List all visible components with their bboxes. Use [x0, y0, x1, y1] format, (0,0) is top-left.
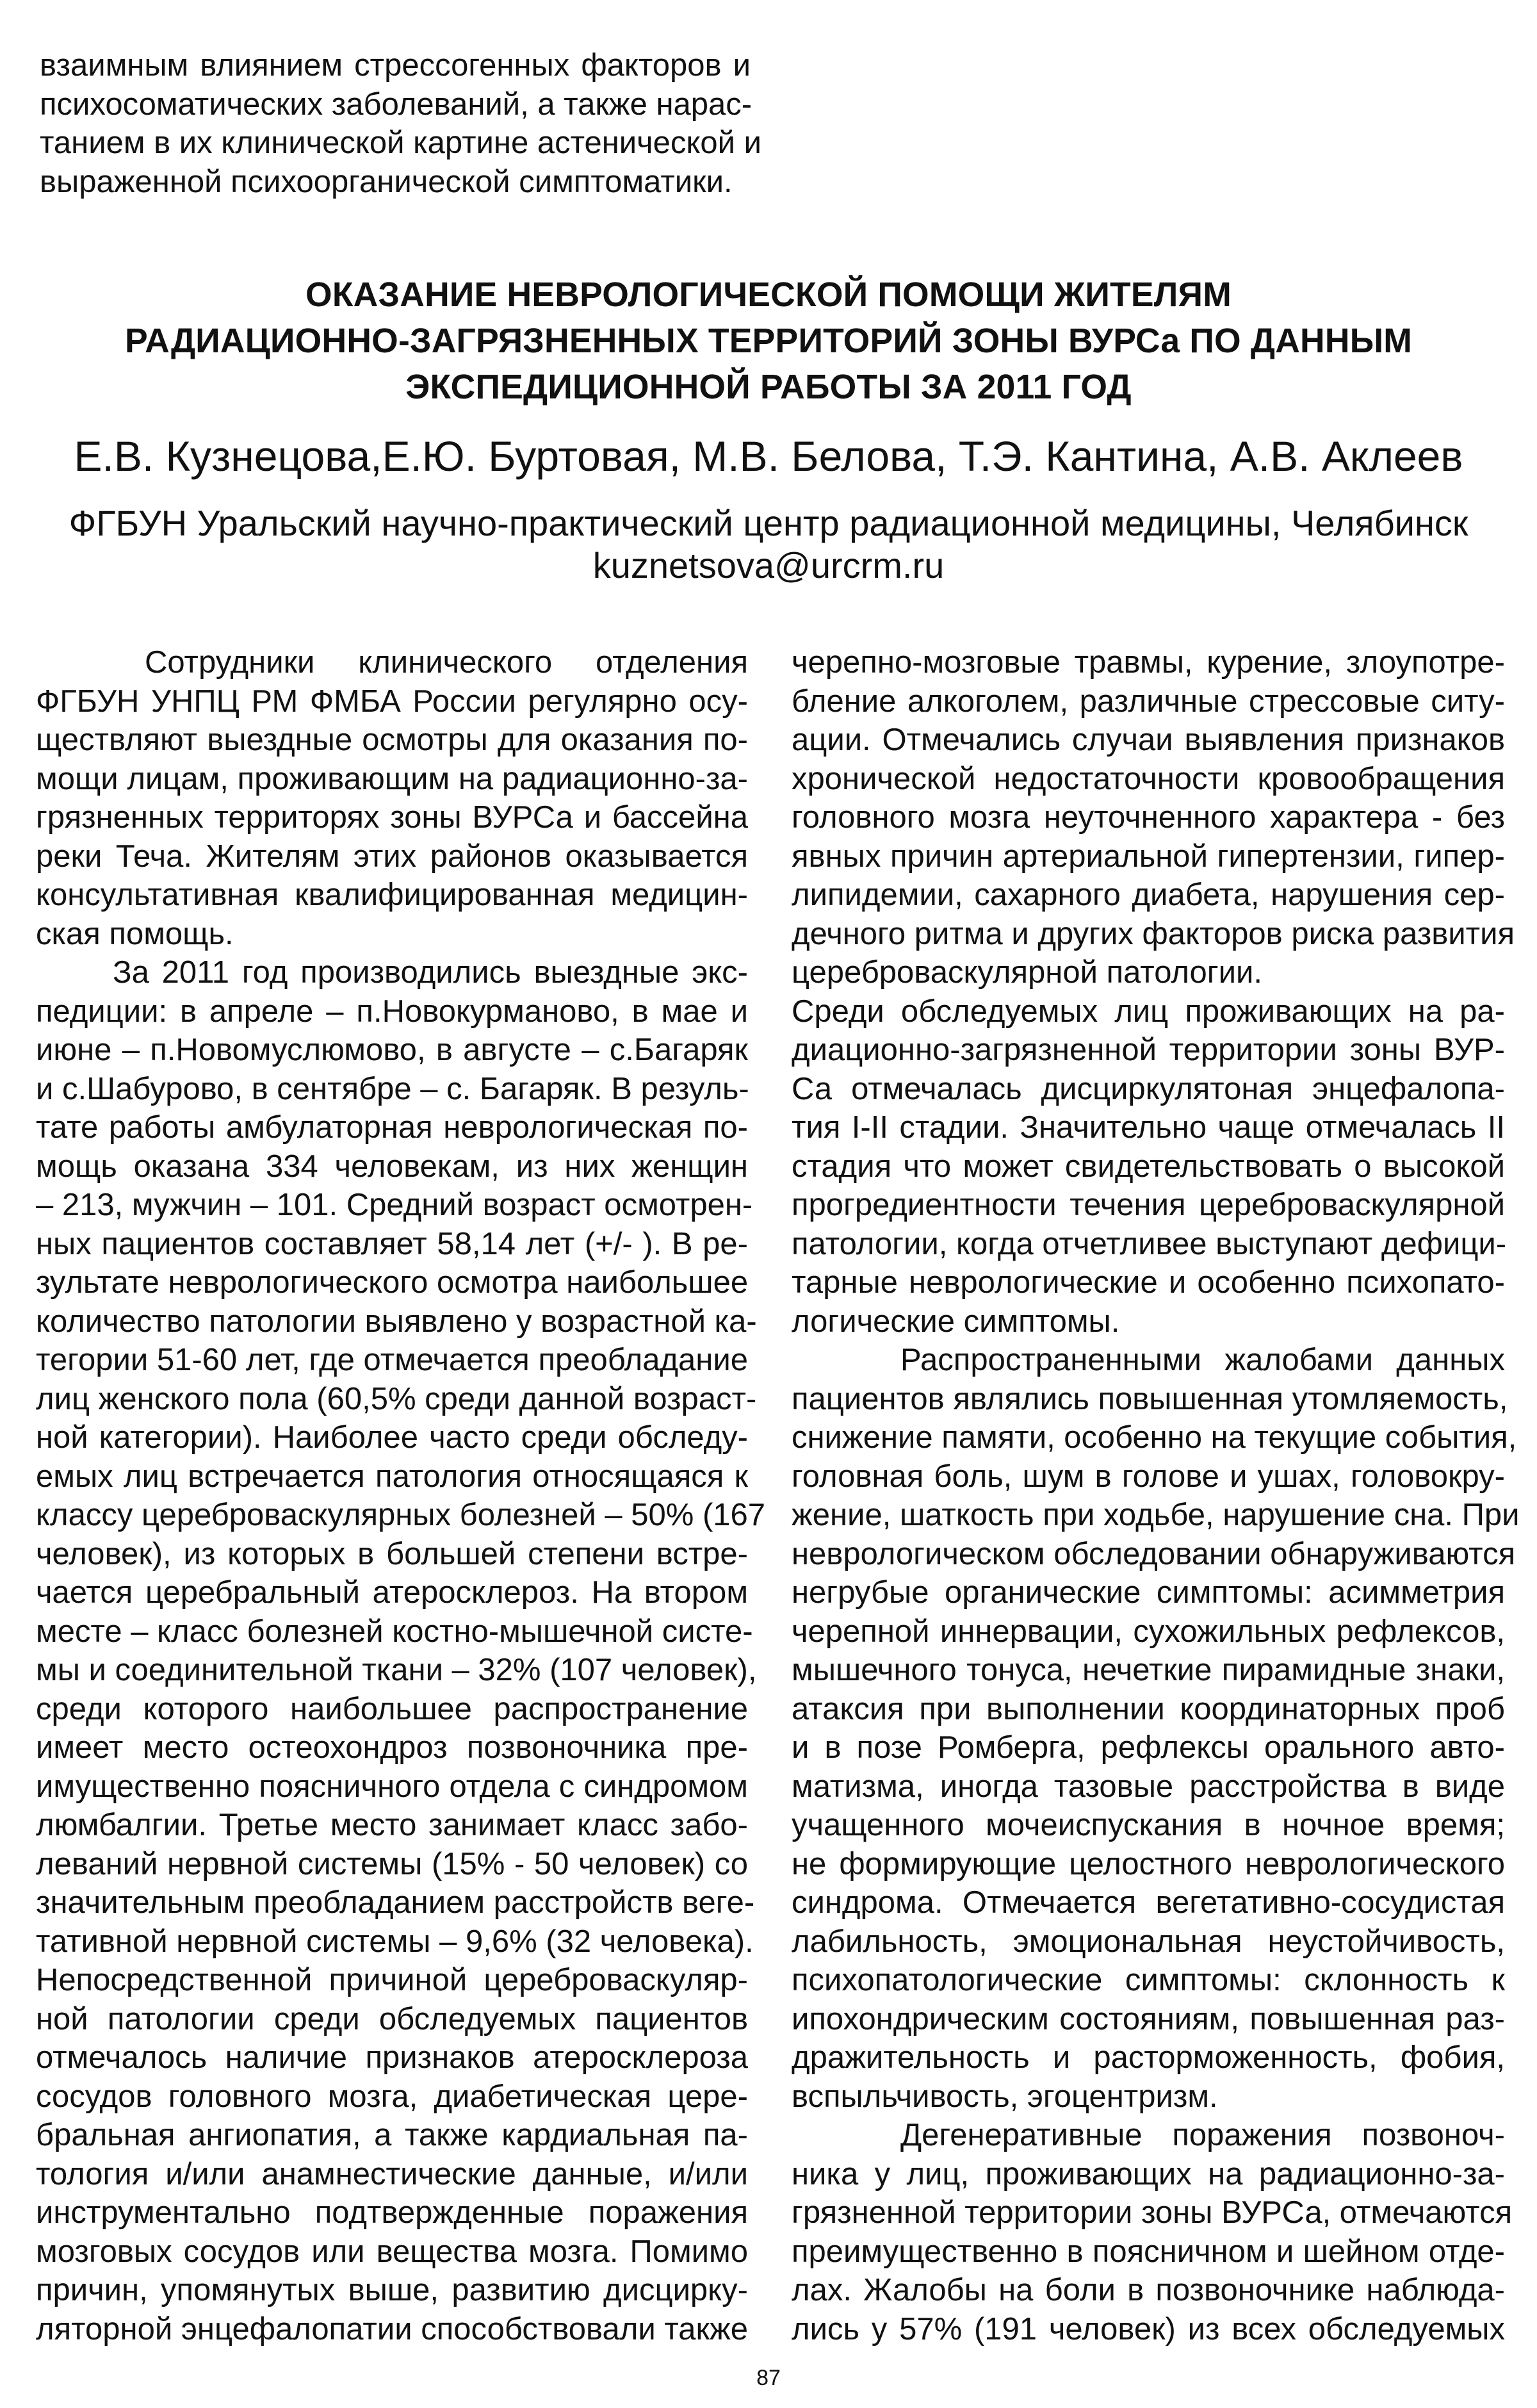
text-line: Непосредственной причиной цереброваскуляр-	[36, 1963, 748, 1997]
page-number: 87	[756, 2366, 781, 2390]
text-line: ляторной энцефалопатии способствовали также	[36, 2311, 748, 2347]
text-line: вспыльчивость, эгоцентризм.	[792, 2079, 1218, 2114]
text-line: классу цереброваскулярных болезней – 50% (167	[36, 1498, 766, 1532]
text-line: и с.Шабурово, в сентябре – с. Багаряк. В резуль-	[36, 1071, 749, 1106]
title-line: РАДИАЦИОННО-ЗАГРЯЗНЕННЫХ ТЕРРИТОРИЙ ЗОНЫ ВУРСа ПО ДАННЫМ	[124, 322, 1413, 360]
title-line: ЭКСПЕДИЦИОННОЙ РАБОТЫ ЗА 2011 ГОД	[405, 368, 1132, 406]
text-line: логические симптомы.	[792, 1304, 1120, 1339]
text-line: человек), из которых в большей степени встре-	[36, 1536, 748, 1571]
text-line: педиции: в апреле – п.Новокурманово, в мае и	[36, 994, 748, 1029]
text-line: патологии, когда отчетливее выступают дефици-	[792, 1226, 1507, 1261]
text-line: ФГБУН УНПЦ РМ ФМБА России регулярно осу-	[36, 684, 748, 719]
text-line: инструментально подтвержденные поражения	[36, 2195, 748, 2230]
text-line: Распространенными жалобами данных	[900, 1343, 1505, 1377]
intro-line: психосоматических заболеваний, а также нарас-	[40, 86, 752, 122]
text-line: не формирующие целостного неврологического	[792, 1846, 1505, 1881]
article-title	[0, 272, 1537, 411]
intro-text-block	[40, 46, 762, 201]
text-line: среди которого наибольшее распространение	[36, 1691, 748, 1726]
text-line: тате работы амбулаторная неврологическая по-	[36, 1110, 748, 1145]
text-line: грязненной территории зоны ВУРСа, отмечаются	[792, 2195, 1513, 2230]
text-line: месте – класс болезней костно-мышечной систе-	[36, 1614, 753, 1649]
text-line: мощи лицам, проживающим на радиационно-за-	[36, 761, 748, 796]
text-line: реки Теча. Жителям этих районов оказывается	[36, 839, 748, 874]
article-authors: Е.В. Кузнецова,Е.Ю. Буртовая, М.В. Белова, Т.Э. Кантина, А.В. Аклеев	[74, 432, 1463, 480]
text-line: люмбалгии. Третье место занимает класс забо-	[36, 1808, 748, 1842]
text-line: лах. Жалобы на боли в позвоночнике наблюда-	[792, 2273, 1505, 2307]
text-line: Сотрудники клинического отделения	[145, 645, 748, 680]
text-line: бление алкоголем, различные стрессовые ситу-	[792, 684, 1505, 719]
text-line: ной категории). Наиболее часто среди обследу-	[36, 1420, 748, 1455]
text-line: грязненных территорях зоны ВУРСа и бассейна	[36, 800, 748, 835]
intro-line: выраженной психоорганической симптоматики.	[40, 164, 733, 199]
text-line: причин, упомянутых выше, развитию дисцирку-	[36, 2273, 748, 2307]
text-line: тология и/или анамнестические данные, и/или	[36, 2156, 748, 2191]
text-line: мышечного тонуса, нечеткие пирамидные знаки,	[792, 1653, 1505, 1687]
text-line: преимущественно в поясничном и шейном отде-	[792, 2234, 1505, 2269]
text-line: учащенного мочеиспускания в ночное время;	[792, 1808, 1505, 1842]
text-line: имущественно поясничного отдела с синдромом	[36, 1769, 748, 1804]
text-line: бральная ангиопатия, а также кардиальная па-	[36, 2118, 748, 2152]
text-line: зультате неврологического осмотра наибольшее	[36, 1265, 749, 1300]
text-line: консультативная квалифицированная медицин-	[36, 878, 748, 912]
text-line: дражительность и расторможенность, фобия,	[792, 2040, 1505, 2075]
text-line: неврологическом обследовании обнаруживаются	[792, 1536, 1516, 1571]
text-line: пациентов являлись повышенная утомляемость,	[792, 1381, 1508, 1416]
text-line: Среди обследуемых лиц проживающих на ра-	[792, 994, 1505, 1029]
article-affiliation: ФГБУН Уральский научно-практический центр радиационной медицины, Челябинск	[69, 503, 1468, 543]
text-line: жение, шаткость при ходьбе, нарушение сна. При	[792, 1498, 1520, 1532]
text-line: головного мозга неуточненного характера - без	[792, 800, 1505, 835]
text-line: синдрома. Отмечается вегетативно-сосудистая	[792, 1885, 1505, 1920]
text-line: чается церебральный атеросклероз. На втором	[36, 1575, 748, 1610]
text-line: дечного ритма и других факторов риска развития	[792, 916, 1515, 951]
text-line: Са отмечалась дисциркулятоная энцефалопа-	[792, 1071, 1505, 1106]
text-line: атаксия при выполнении координаторных проб	[792, 1691, 1505, 1726]
text-line: количество патологии выявлено у возрастной ка-	[36, 1304, 757, 1339]
text-line: Дегенеративные поражения позвоноч-	[900, 2118, 1505, 2152]
text-line: ществляют выездные осмотры для оказания по-	[36, 723, 748, 757]
text-line: и в позе Ромберга, рефлексы орального авто-	[792, 1730, 1505, 1765]
text-line: июне – п.Новомуслюмово, в августе – с.Багаряк	[36, 1033, 748, 1067]
text-line: ника у лиц, проживающих на радиационно-за-	[792, 2156, 1505, 2191]
text-line: прогредиентности течения цереброваскулярной	[792, 1188, 1505, 1222]
text-line: психопатологические симптомы: склонность к	[792, 1963, 1505, 1997]
text-line: ская помощь.	[36, 916, 234, 951]
intro-line: взаимным влиянием стрессогенных факторов и	[40, 48, 751, 83]
title-line: ОКАЗАНИЕ НЕВРОЛОГИЧЕСКОЙ ПОМОЩИ ЖИТЕЛЯМ	[305, 276, 1232, 314]
text-line: сосудов головного мозга, диабетическая цере-	[36, 2079, 748, 2114]
text-line: За 2011 год производились выездные экс-	[113, 955, 748, 990]
text-line: тегории 51-60 лет, где отмечается преобладание	[36, 1343, 748, 1377]
text-line: диационно-загрязненной территории зоны ВУР-	[792, 1033, 1505, 1067]
text-line: ной патологии среди обследуемых пациентов	[36, 2001, 748, 2036]
left-column	[36, 643, 766, 2348]
text-line: черепной иннервации, сухожильных рефлексов,	[792, 1614, 1505, 1649]
text-line: лись у 57% (191 человек) из всех обследуемых	[792, 2311, 1505, 2347]
text-line: ных пациентов составляет 58,14 лет (+/- ). В ре-	[36, 1226, 748, 1261]
text-line: значительным преобладанием расстройств веге-	[36, 1885, 755, 1920]
text-line: мощь оказана 334 человекам, из них женщин	[36, 1149, 748, 1184]
text-line: ипохондрическим состояниям, повышенная раз-	[792, 2001, 1505, 2036]
intro-line: танием в их клинической картине астенической и	[40, 126, 762, 160]
text-line: леваний нервной системы (15% - 50 человек) со	[36, 1846, 748, 1881]
text-line: ации. Отмечались случаи выявления признаков	[792, 723, 1505, 757]
text-line: лабильность, эмоциональная неустойчивость,	[792, 1924, 1505, 1959]
text-line: тия I-II стадии. Значительно чаще отмечалась II	[792, 1110, 1505, 1145]
text-line: черепно-мозговые травмы, курение, злоупотре-	[792, 645, 1505, 680]
right-column	[792, 643, 1520, 2348]
text-line: стадия что может свидетельствовать о высокой	[792, 1149, 1505, 1184]
text-line: мозговых сосудов или вещества мозга. Помимо	[36, 2234, 748, 2269]
text-line: тарные неврологические и особенно психопато-	[792, 1265, 1505, 1300]
text-line: имеет место остеохондроз позвоночника пре-	[36, 1730, 748, 1765]
text-line: лиц женского пола (60,5% среди данной возраст-	[36, 1381, 757, 1416]
text-line: хронической недостаточности кровообращения	[792, 761, 1505, 796]
text-line: матизма, иногда тазовые расстройства в виде	[792, 1769, 1505, 1804]
text-line: цереброваскулярной патологии.	[792, 955, 1262, 990]
text-line: головная боль, шум в голове и ушах, головокру-	[792, 1459, 1505, 1494]
text-line: липидемии, сахарного диабета, нарушения сер-	[792, 878, 1505, 912]
text-line: отмечалось наличие признаков атеросклероза	[36, 2040, 748, 2075]
text-line: явных причин артериальной гипертензии, гипер-	[792, 839, 1505, 874]
text-line: снижение памяти, особенно на текущие события,	[792, 1420, 1517, 1455]
article-email: kuznetsova@urcrm.ru	[592, 545, 945, 586]
text-line: – 213, мужчин – 101. Средний возраст осмотрен-	[36, 1188, 753, 1222]
text-line: негрубые органические симптомы: асимметрия	[792, 1575, 1505, 1610]
text-line: емых лиц встречается патология относящаяся к	[36, 1459, 748, 1494]
text-line: мы и соединительной ткани – 32% (107 человек),	[36, 1653, 757, 1687]
text-line: тативной нервной системы – 9,6% (32 человека).	[36, 1924, 754, 1959]
